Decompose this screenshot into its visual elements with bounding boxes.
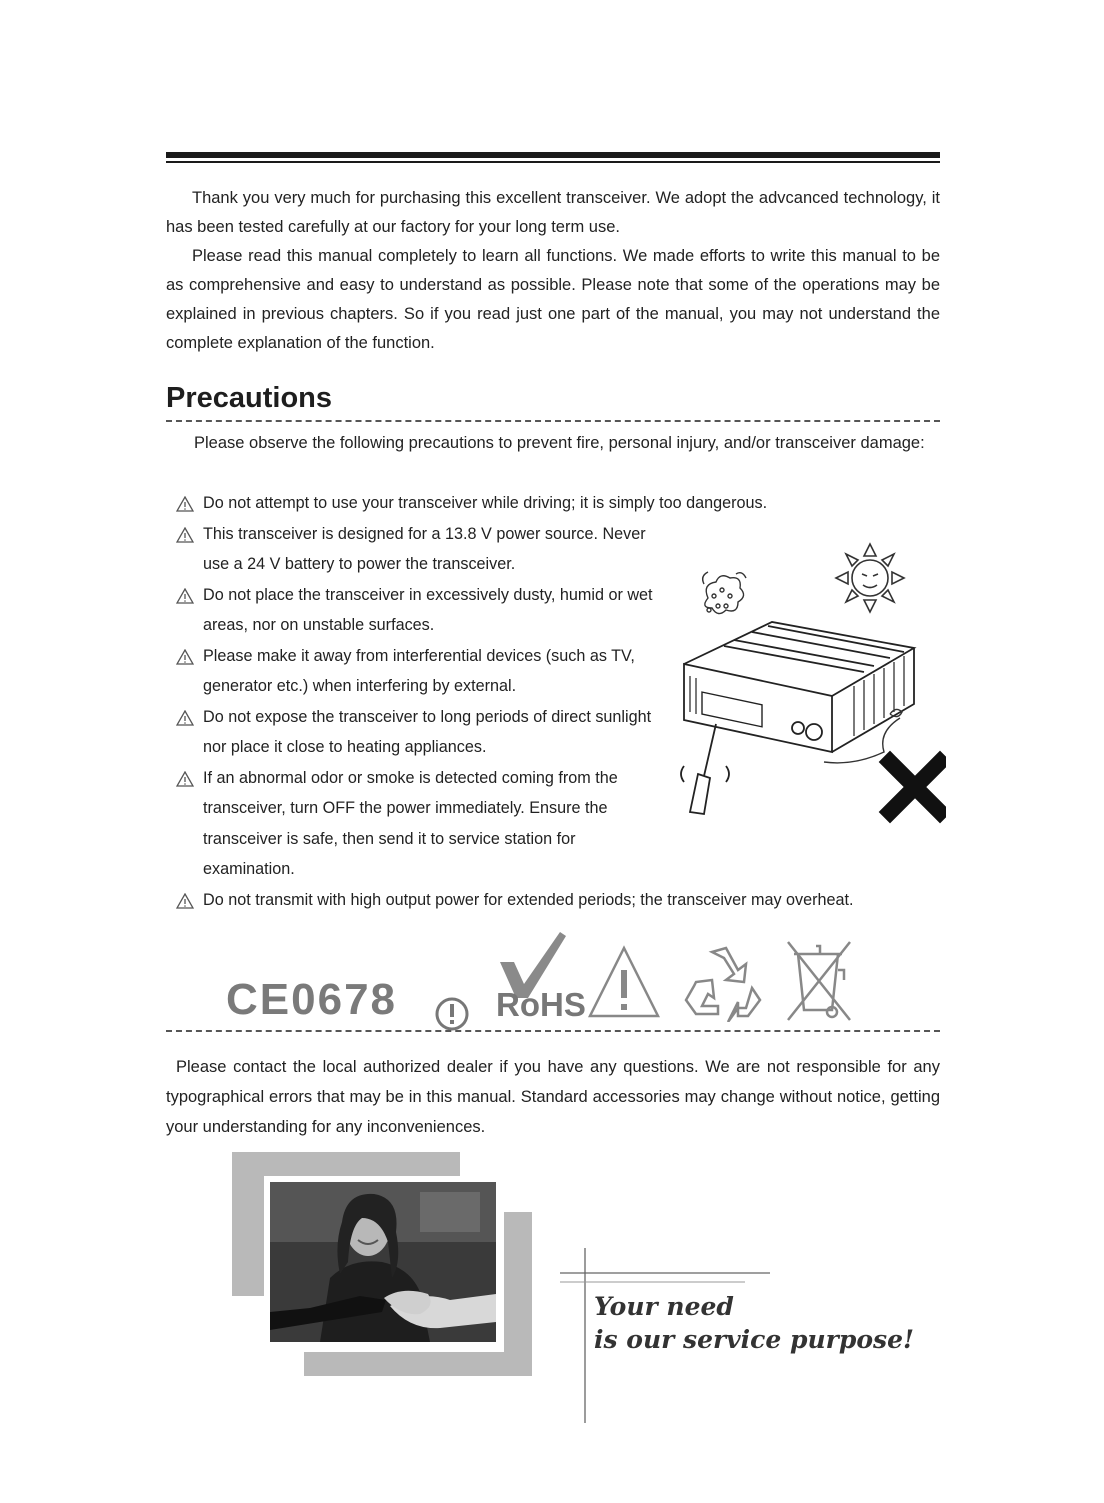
precaution-item: This transceiver is designed for a 13.8 V power source. Never use a 24 V battery to power the transceiver. <box>176 519 668 580</box>
precaution-item: Please make it away from interferential devices (such as TV, generator etc.) when interfering by external. <box>176 641 668 702</box>
sun-icon <box>836 544 904 612</box>
logos-divider <box>166 1030 940 1032</box>
contact-section <box>166 1052 940 1142</box>
alert-circle-icon <box>432 994 472 1034</box>
precaution-item: If an abnormal odor or smoke is detected coming from the transceiver, turn OFF the power immediately. Ensure the transceiver is safe, then send it to service station for examination. <box>176 763 668 885</box>
transceiver-hazard-illustration <box>664 536 946 828</box>
intro-section <box>166 184 940 358</box>
slogan-line-1: Your need <box>594 1292 734 1321</box>
screwdriver-icon <box>681 724 729 814</box>
intro-paragraph-1: Thank you very much for purchasing this excellent transceiver. We adopt the advcanced technology, it has been tested carefully at our factory for your long term use. <box>166 189 940 236</box>
weee-bin-icon <box>786 940 856 1022</box>
warning-triangle-icon <box>176 893 194 909</box>
precaution-item: Do not attempt to use your transceiver while driving; it is simply too dangerous. <box>176 488 946 519</box>
recycle-icon <box>682 942 766 1022</box>
handshake-photo <box>270 1182 496 1342</box>
certification-logos <box>226 928 866 1028</box>
precaution-item: Do not place the transceiver in excessively dusty, humid or wet areas, nor on unstable surfaces. <box>176 580 668 641</box>
warning-triangle-logo-icon <box>588 944 660 1020</box>
contact-paragraph: Please contact the local authorized dealer if you have any questions. We are not responsible for any typographical errors that may be in this manual. Standard accessories may change without notice, getting your understanding for any inconveniences. <box>166 1058 940 1136</box>
heading-divider <box>166 420 940 422</box>
warning-triangle-icon <box>176 527 194 543</box>
slogan-line-2: is our service purpose! <box>594 1325 914 1354</box>
warning-triangle-icon <box>176 588 194 604</box>
warning-triangle-icon <box>176 771 194 787</box>
slogan <box>594 1290 914 1356</box>
moisture-icon <box>703 572 746 614</box>
warning-triangle-icon <box>176 649 194 665</box>
prohibited-x-icon <box>890 762 940 812</box>
photo-frame <box>232 1152 532 1376</box>
transceiver-icon <box>684 622 914 752</box>
precaution-item: Do not transmit with high output power for extended periods; the transceiver may overheat. <box>176 885 946 916</box>
precaution-item: Do not expose the transceiver to long periods of direct sunlight nor place it close to heating appliances. <box>176 702 668 763</box>
rohs-mark: RoHS <box>496 986 586 1023</box>
top-rule <box>166 152 940 163</box>
precautions-intro: Please observe the following precautions to prevent fire, personal injury, and/or transceiver damage: <box>194 434 925 452</box>
warning-triangle-icon <box>176 710 194 726</box>
ce-mark: CE0678 <box>226 975 398 1024</box>
precautions-heading: Precautions <box>166 382 332 414</box>
intro-paragraph-2: Please read this manual completely to learn all functions. We made efforts to write this manual to be as comprehensive and easy to understand as possible. Please note that some of the operations may be explained in previous chapters. So if you read just one part of the manual, you may not understand the complete explanation of the function. <box>166 247 940 352</box>
warning-triangle-icon <box>176 496 194 512</box>
